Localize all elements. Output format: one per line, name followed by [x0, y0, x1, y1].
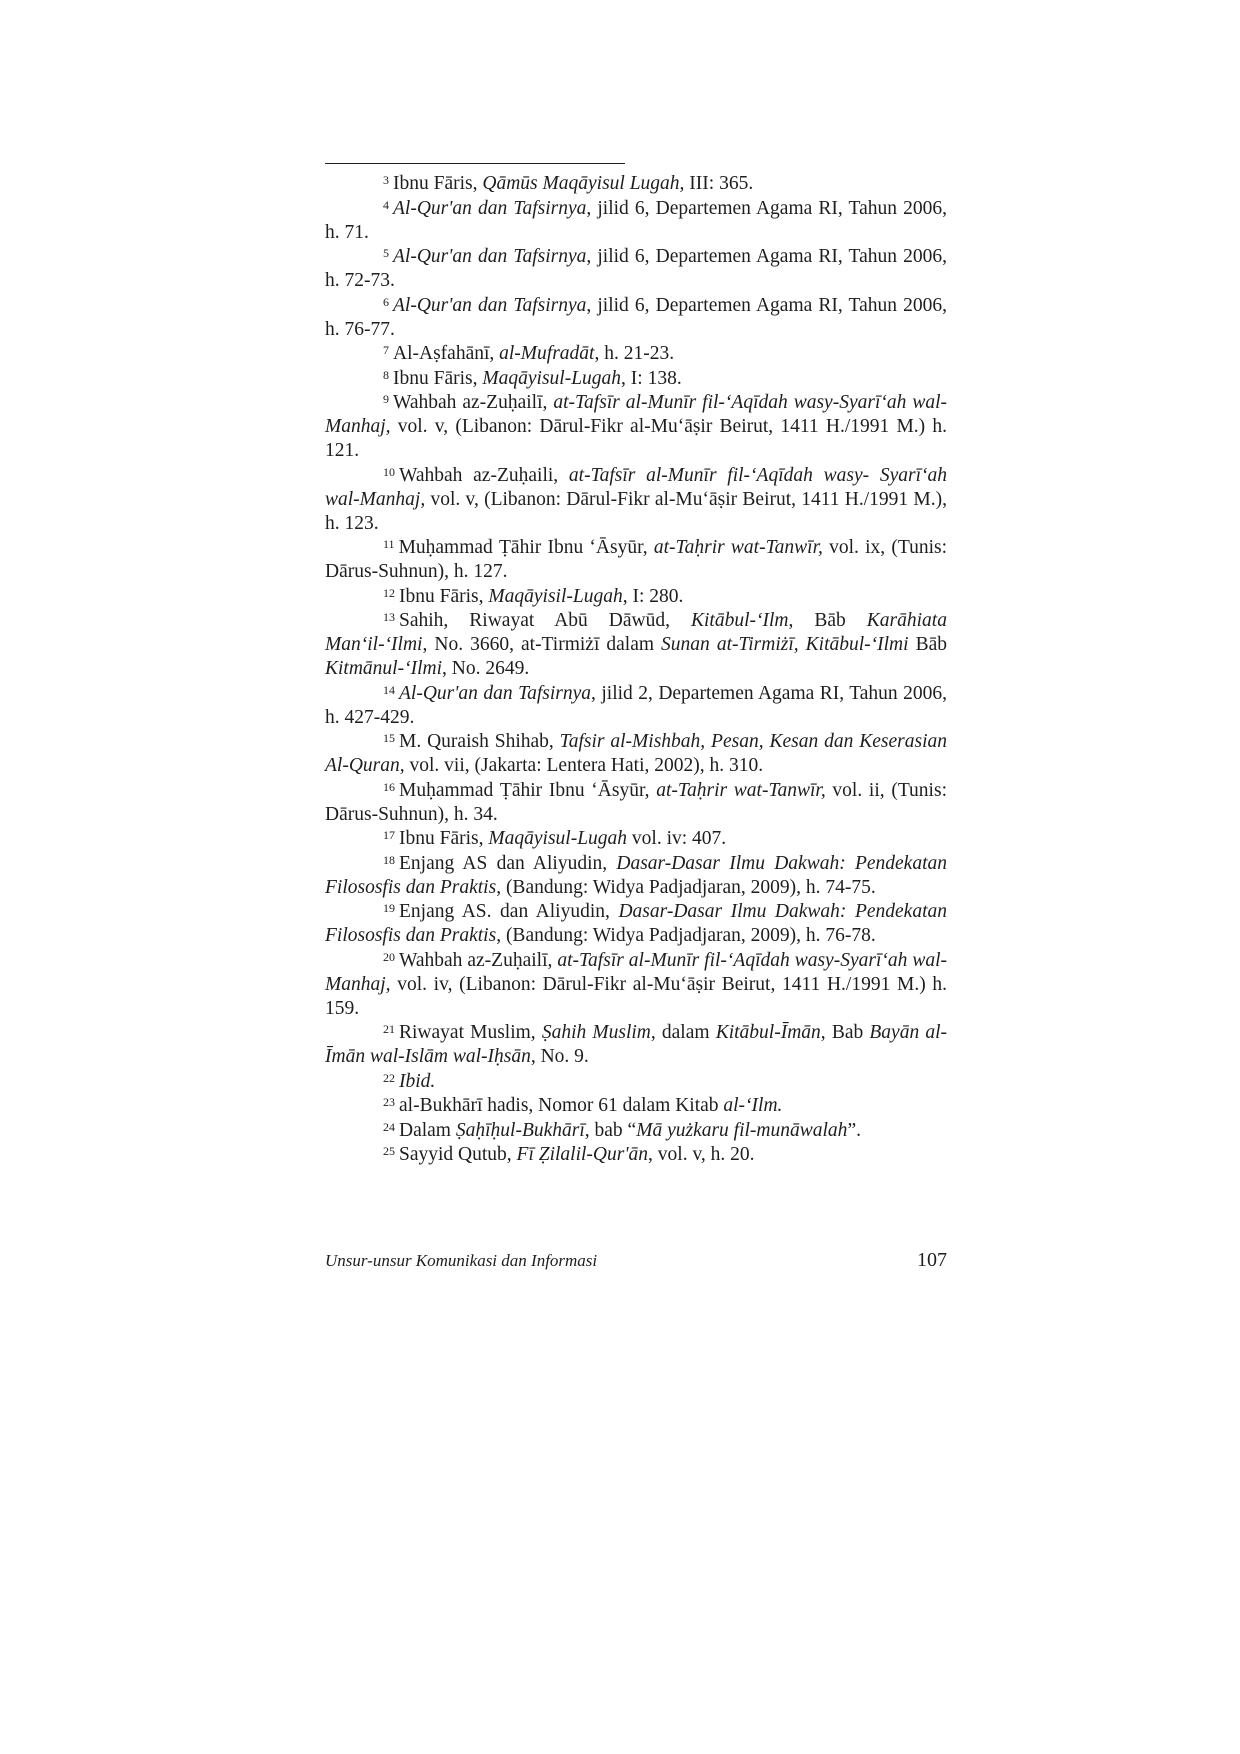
page-footer: [325, 1249, 947, 1272]
footnote: [325, 1143, 947, 1167]
running-footer-title: Unsur-unsur Komunikasi dan Informasi: [325, 1251, 598, 1270]
footnote: [325, 779, 947, 827]
footnote-number: 23: [383, 1095, 395, 1109]
footnote-text: , Bab: [820, 1022, 870, 1043]
footnote-number: 18: [383, 852, 395, 867]
footnote-text: Ibnu Fāris,: [399, 585, 489, 607]
footnote-text: Sayyid Qutub,: [399, 1144, 517, 1165]
footnote-text: Wahbah az-Zuḥaili,: [399, 464, 569, 486]
footnote-text: , (Bandung: Widya Padjadjaran, 2009), h. 74-75.: [496, 876, 876, 898]
footnote: [325, 1119, 947, 1143]
footnote-italic-text: Al-Qur'an dan Tafsirnya: [393, 294, 587, 316]
footnote-number: 12: [383, 585, 395, 600]
footnote: [325, 827, 947, 851]
footnote-italic-text: Ṣahih Muslim: [541, 1022, 651, 1043]
footnote-text: vol. ix, (Tunis: Dārus-Suhnun), h. 127.: [325, 537, 947, 582]
footnote-italic-text: Maqāyisil-Lugah: [488, 585, 623, 607]
footnote-number: 24: [383, 1119, 395, 1134]
footnote-italic-text: al-Mufradāt: [499, 343, 595, 364]
footnote: [325, 342, 947, 366]
footnote-italic-text: Sunan at-Tirmiżī, Kitābul-‘Ilmi: [661, 634, 909, 655]
footnote-italic-text: Kitābul-Īmān: [715, 1022, 821, 1043]
footnote-italic-text: Kitmānul-‘Ilmi: [325, 658, 442, 679]
footnote-text: Muḥammad Ṭāhir Ibnu ‘Āsyūr,: [399, 779, 657, 801]
footnote-number: 16: [383, 779, 395, 794]
footnote-italic-text: Al-Qur'an dan Tafsirnya: [399, 682, 592, 704]
footnote-text: , jilid 6, Departemen Agama RI, Tahun 2006, h. 71.: [325, 197, 947, 243]
footnote-italic-text: Tafsir al-Mishbah, Pesan, Kesan dan Keserasian Al-Quran,: [325, 731, 947, 776]
footnote: [325, 609, 947, 681]
footnote: [325, 949, 947, 1021]
footnote-text: ”.: [847, 1119, 861, 1141]
footnote-italic-text: Mā yużkaru fil-munāwalah: [636, 1119, 848, 1141]
footnote-italic-text: Ṣaḥīḥul-Bukhārī: [455, 1119, 585, 1141]
footnote: [325, 900, 947, 948]
page-number: 107: [917, 1249, 947, 1271]
footnote: [325, 391, 947, 463]
footnote-text: , I: 138.: [621, 367, 682, 389]
footnote-number: 13: [383, 610, 395, 624]
footnote-text: Ibnu Fāris,: [393, 367, 483, 389]
footnote-italic-text: Ibid.: [399, 1070, 436, 1092]
footnote-text: vol. vii, (Jakarta: Lentera Hati, 2002), h. 310.: [404, 755, 764, 776]
footnote-italic-text: Karāhiata Man‘il-‘Ilmi: [325, 610, 947, 655]
footnote-italic-text: Maqāyisul-Lugah: [488, 828, 628, 849]
footnote-number: 17: [383, 828, 395, 842]
footnote-number: 14: [383, 682, 395, 697]
footnote-text: Wahbah az-Zuḥailī,: [399, 949, 558, 971]
footnote: [325, 367, 947, 391]
footnote-number: 3: [383, 173, 389, 187]
footnote-italic-text: Qāmūs Maqāyisul Lugah,: [482, 173, 685, 194]
footnote-number: 4: [383, 197, 389, 212]
footnote-number: 21: [383, 1022, 395, 1036]
footnote-text: III: 365.: [684, 173, 754, 194]
footnote-number: 11: [383, 537, 395, 551]
footnote-text: Ibnu Fāris,: [393, 173, 483, 194]
footnote-text: Enjang AS dan Aliyudin,: [399, 852, 617, 874]
footnote: [325, 245, 947, 293]
footnote-italic-text: at-Tafsīr al-Munīr fil-‘Aqīdah wasy- Syarī‘ah wal-Manhaj,: [325, 464, 948, 510]
footnote-text: Wahbah az-Zuḥailī,: [393, 392, 554, 413]
footnote: [325, 464, 947, 536]
footnote-text: , I: 280.: [622, 585, 684, 607]
footnote-italic-text: Al-Qur'an dan Tafsirnya: [393, 246, 587, 267]
footnotes-list: [325, 172, 947, 1168]
footnote-text: , Bāb: [788, 610, 867, 631]
footnote-separator-rule: [325, 163, 625, 164]
footnote-text: vol. iv, (Libanon: Dārul-Fikr al-Mu‘āṣir Beirut, 1411 H./1991 M.) h. 159.: [325, 973, 947, 1019]
footnote-italic-text: at-Tafsīr al-Munīr fil-‘Aqīdah wasy-Syarī‘ah wal-Manhaj,: [325, 392, 947, 437]
footnote-italic-text: at-Tafsīr al-Munīr fil-‘Aqīdah wasy-Syarī‘ah wal-Manhaj,: [325, 949, 947, 995]
footnote-number: 19: [383, 901, 395, 915]
footnote: [325, 682, 947, 730]
footnote-italic-text: Dasar-Dasar Ilmu Dakwah: Pendekatan Filososfis dan Praktis: [325, 901, 947, 946]
footnote-text: , jilid 6, Departemen Agama RI, Tahun 2006, h. 76-77.: [325, 294, 947, 340]
footnote-text: , No. 9.: [530, 1046, 589, 1067]
footnote-number: 7: [383, 343, 389, 357]
footnote-italic-text: Kitābul-‘Ilm: [691, 610, 789, 631]
footnote-text: , vol. v, h. 20.: [648, 1144, 755, 1165]
footnote-italic-text: Maqāyisul-Lugah: [482, 367, 622, 389]
footnote-italic-text: Fī Ẓilalil-Qur'ān: [516, 1144, 649, 1165]
footnote: [325, 197, 947, 245]
footnote: [325, 1021, 947, 1069]
footnote-number: 9: [383, 392, 389, 406]
footnote-text: vol. ii, (Tunis: Dārus-Suhnun), h. 34.: [325, 779, 947, 825]
footnote: [325, 585, 947, 609]
footnote-number: 8: [383, 367, 389, 382]
footnote-text: , dalam: [650, 1022, 716, 1043]
footnote-number: 25: [383, 1144, 395, 1158]
footnote-number: 5: [383, 246, 389, 260]
footnote-italic-text: at-Taḥrir wat-Tanwīr,: [653, 537, 823, 558]
footnote-text: , h. 21-23.: [594, 343, 675, 364]
footnote-text: Al-Aṣfahānī,: [393, 343, 500, 364]
footnote-text: , jilid 6, Departemen Agama RI, Tahun 2006, h. 72-73.: [325, 246, 947, 291]
footnote: [325, 852, 947, 900]
footnote-text: vol. v, (Libanon: Dārul-Fikr al-Mu‘āṣir Beirut, 1411 H./1991 M.), h. 123.: [325, 488, 947, 534]
footnote: [325, 294, 947, 342]
footnote-text: , No. 2649.: [442, 658, 530, 679]
footnote-number: 20: [383, 949, 395, 964]
footnote-italic-text: al-‘Ilm.: [723, 1095, 783, 1116]
footnote-italic-text: Bayān al-Īmān wal-Islām wal-Iḥsān: [325, 1022, 947, 1067]
footnote-text: Enjang AS. dan Aliyudin,: [399, 901, 619, 922]
footnote: [325, 1070, 947, 1094]
footnote: [325, 730, 947, 778]
footnote-number: 15: [383, 731, 395, 745]
footnote-text: Muḥammad Ṭāhir Ibnu ‘Āsyūr,: [398, 537, 654, 558]
footnote-text: al-Bukhārī hadis, Nomor 61 dalam Kitab: [399, 1095, 724, 1116]
footnote-text: Ibnu Fāris,: [399, 828, 489, 849]
footnote-number: 10: [383, 464, 395, 479]
footnote-text: , (Bandung: Widya Padjadjaran, 2009), h. 76-78.: [496, 925, 876, 946]
footnote-number: 22: [383, 1070, 395, 1085]
footnote-text: Riwayat Muslim,: [399, 1022, 542, 1043]
footnote-text: Bāb: [908, 634, 947, 655]
footnote-text: , No. 3660, at-Tirmiżī dalam: [422, 634, 662, 655]
footnote: [325, 172, 947, 196]
footnote-text: , jilid 2, Departemen Agama RI, Tahun 2006, h. 427-429.: [325, 682, 947, 728]
footnote-text: vol. v, (Libanon: Dārul-Fikr al-Mu‘āṣir Beirut, 1411 H./1991 M.) h. 121.: [325, 416, 947, 461]
footnote-text: , bab “: [584, 1119, 637, 1141]
footnote-italic-text: Dasar-Dasar Ilmu Dakwah: Pendekatan Filososfis dan Praktis: [325, 852, 947, 898]
footnote-text: Sahih, Riwayat Abū Dāwūd,: [399, 610, 691, 631]
footnote-text: vol. iv: 407.: [627, 828, 727, 849]
footnote: [325, 536, 947, 584]
footnote-italic-text: at-Taḥrir wat-Tanwīr,: [656, 779, 826, 801]
footnote-text: Dalam: [399, 1119, 456, 1141]
footnote-text: M. Quraish Shihab,: [399, 731, 560, 752]
footnote-number: 6: [383, 294, 389, 309]
footnote: [325, 1094, 947, 1118]
footnote-italic-text: Al-Qur'an dan Tafsirnya: [393, 197, 587, 219]
